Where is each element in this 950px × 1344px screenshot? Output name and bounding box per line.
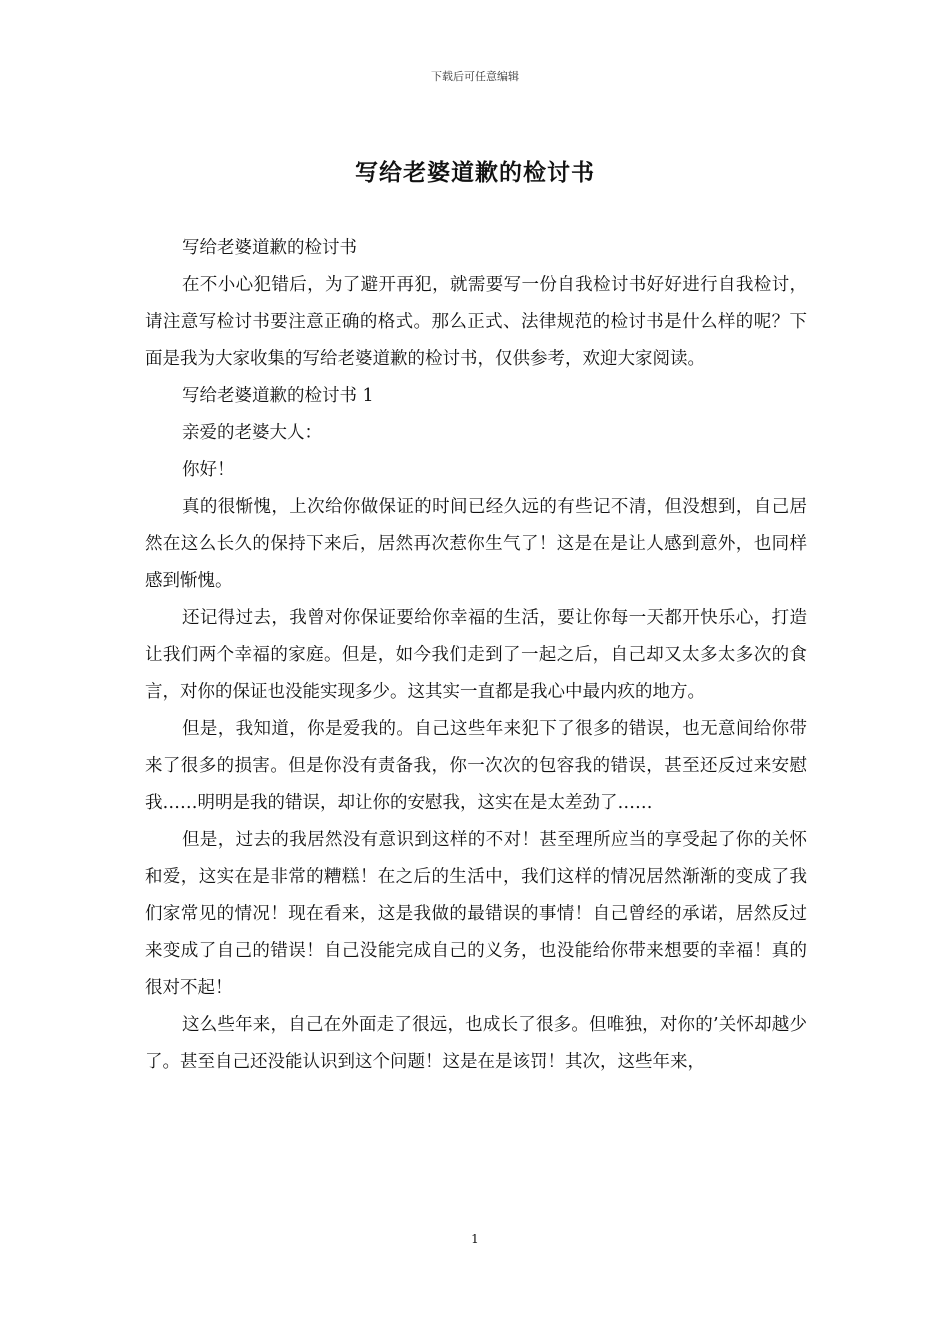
- page-number: 1: [471, 1232, 479, 1246]
- paragraph-body: 还记得过去，我曾对你保证要给你幸福的生活，要让你每一天都开快乐心，打造让我们两个幸福的家庭。但是，如今我们走到了一起之后，自己却又太多太多次的食言，对你的保证也没能实现多少。这其实一直都是我心中最内疚的地方。: [145, 608, 807, 702]
- paragraph-intro: 在不小心犯错后，为了避开再犯，就需要写一份自我检讨书好好进行自我检讨，请注意写检讨书要注意正确的格式。那么正式、法律规范的检讨书是什么样的呢？下面是我为大家收集的写给老婆道歉的检讨书，仅供参考，欢迎大家阅读。: [145, 275, 807, 369]
- paragraph-salutation: 亲爱的老婆大人：: [182, 423, 322, 443]
- paragraph-greeting: 你好！: [182, 460, 235, 480]
- header-note: 下载后可任意编辑: [431, 70, 519, 83]
- paragraph-body: 但是，过去的我居然没有意识到这样的不对！甚至理所应当的享受起了你的关怀和爱，这实在是非常的糟糕！在之后的生活中，我们这样的情况居然渐渐的变成了我们家常见的情况！现在看来，这是我做的最错误的事情！自己曾经的承诺，居然反过来变成了自己的错误！自己没能完成自己的义务，也没能给你带来想要的幸福！真的很对不起！: [145, 830, 807, 998]
- document-title: 写给老婆道歉的检讨书: [355, 159, 595, 186]
- paragraph-subtitle: 写给老婆道歉的检讨书: [182, 238, 357, 258]
- paragraph-body: 这么些年来，自己在外面走了很远，也成长了很多。但唯独，对你的’关怀却越少了。甚至自己还没能认识到这个问题！这是在是该罚！其次，这些年来，: [145, 1015, 807, 1072]
- paragraph-body: 但是，我知道，你是爱我的。自己这些年来犯下了很多的错误，也无意间给你带来了很多的损害。但是你没有责备我，你一次次的包容我的错误，甚至还反过来安慰我……明明是我的错误，却让你的安慰我，这实在是太差劲了……: [145, 719, 807, 813]
- document-body: [145, 230, 807, 1081]
- paragraph-heading-1: 写给老婆道歉的检讨书 1: [182, 386, 374, 406]
- paragraph-body: 真的很惭愧，上次给你做保证的时间已经久远的有些记不清，但没想到，自己居然在这么长久的保持下来后，居然再次惹你生气了！这是在是让人感到意外，也同样感到惭愧。: [145, 497, 807, 591]
